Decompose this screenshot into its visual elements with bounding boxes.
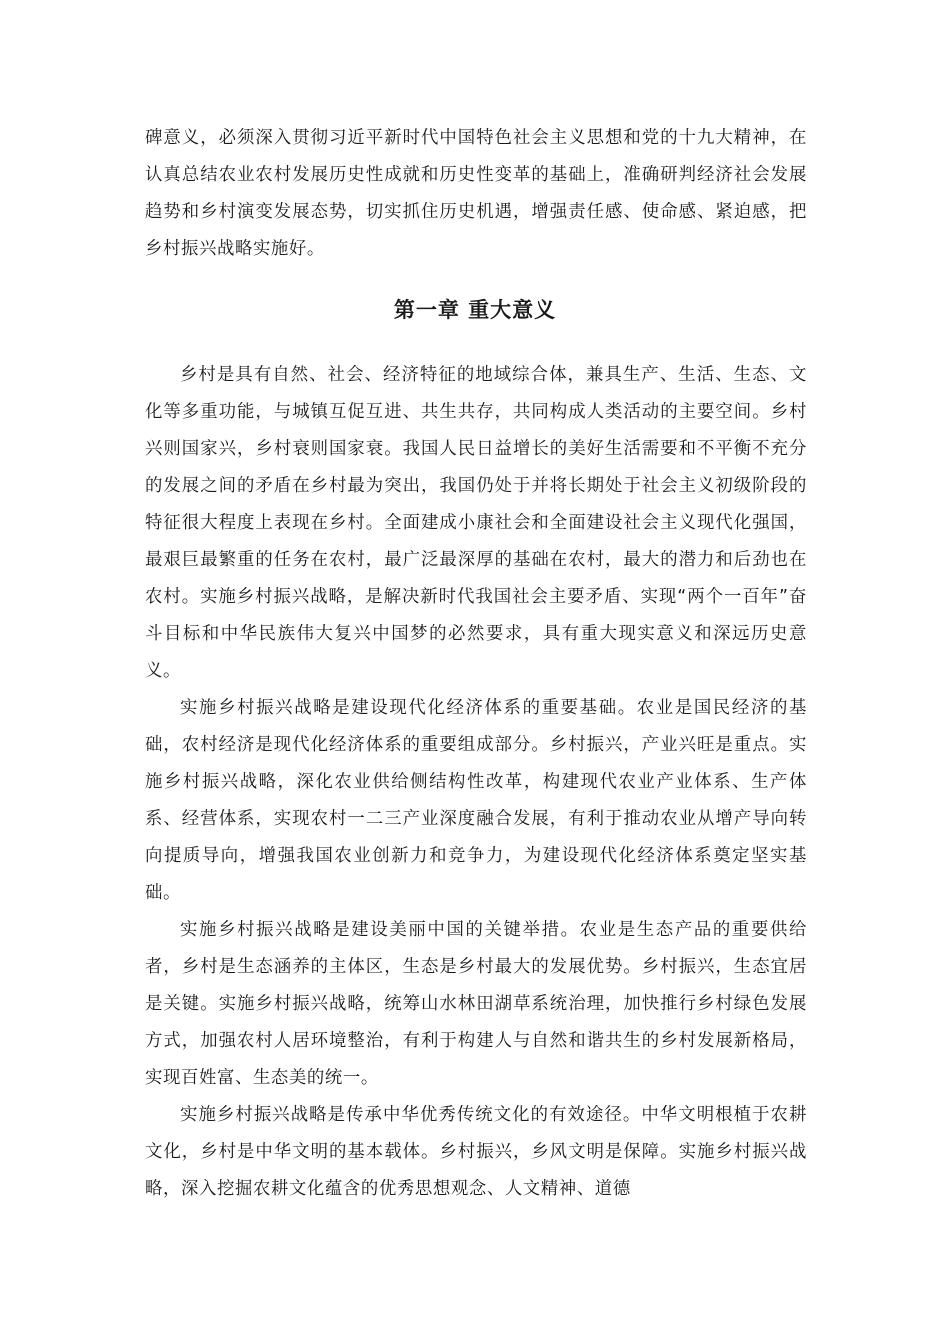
- continuation-paragraph: 碑意义，必须深入贯彻习近平新时代中国特色社会主义思想和党的十九大精神，在认真总结农业农村发展历史性成就和历史性变革的基础上，准确研判经济社会发展趋势和乡村演变发展态势，切实抓住历史机遇，增强责任感、使命感、紧迫感，把乡村振兴战略实施好。: [145, 128, 807, 259]
- paragraph-3: 实施乡村振兴战略是建设美丽中国的关键举措。农业是生态产品的重要供给者，乡村是生态涵养的主体区，生态是乡村最大的发展优势。乡村振兴，生态宜居是关键。实施乡村振兴战略，统筹山水林田湖草系统治理，加快推行乡村绿色发展方式，加强农村人居环境整治，有利于构建人与自然和谐共生的乡村发展新格局，实现百姓富、生态美的统一。: [145, 920, 807, 1088]
- chapter-title: 第一章 重大意义: [393, 298, 557, 322]
- paragraph-2: 实施乡村振兴战略是建设现代化经济体系的重要基础。农业是国民经济的基础，农村经济是现代化经济体系的重要组成部分。乡村振兴，产业兴旺是重点。实施乡村振兴战略，深化农业供给侧结构性改革，构建现代农业产业体系、生产体系、经营体系，实现农村一二三产业深度融合发展，有利于推动农业从增产导向转向提质导向，增强我国农业创新力和竞争力，为建设现代化经济体系奠定坚实基础。: [145, 698, 807, 903]
- chapter-body: [145, 357, 807, 1208]
- paragraph-1: 乡村是具有自然、社会、经济特征的地域综合体，兼具生产、生活、生态、文化等多重功能，与城镇互促互进、共生共存，共同构成人类活动的主要空间。乡村兴则国家兴，乡村衰则国家衰。我国人民日益增长的美好生活需要和不平衡不充分的发展之间的矛盾在乡村最为突出，我国仍处于并将长期处于社会主义初级阶段的特征很大程度上表现在乡村。全面建成小康社会和全面建设社会主义现代化强国，最艰巨最繁重的任务在农村，最广泛最深厚的基础在农村，最大的潜力和后劲也在农村。实施乡村振兴战略，是解决新时代我国社会主要矛盾、实现“两个一百年”奋斗目标和中华民族伟大复兴中国梦的必然要求，具有重大现实意义和深远历史意义。: [145, 365, 807, 681]
- paragraph-4: 实施乡村振兴战略是传承中华优秀传统文化的有效途径。中华文明根植于农耕文化，乡村是中华文明的基本载体。乡村振兴，乡风文明是保障。实施乡村振兴战略，深入挖掘农耕文化蕴含的优秀思想观念、人文精神、道德: [145, 1105, 807, 1199]
